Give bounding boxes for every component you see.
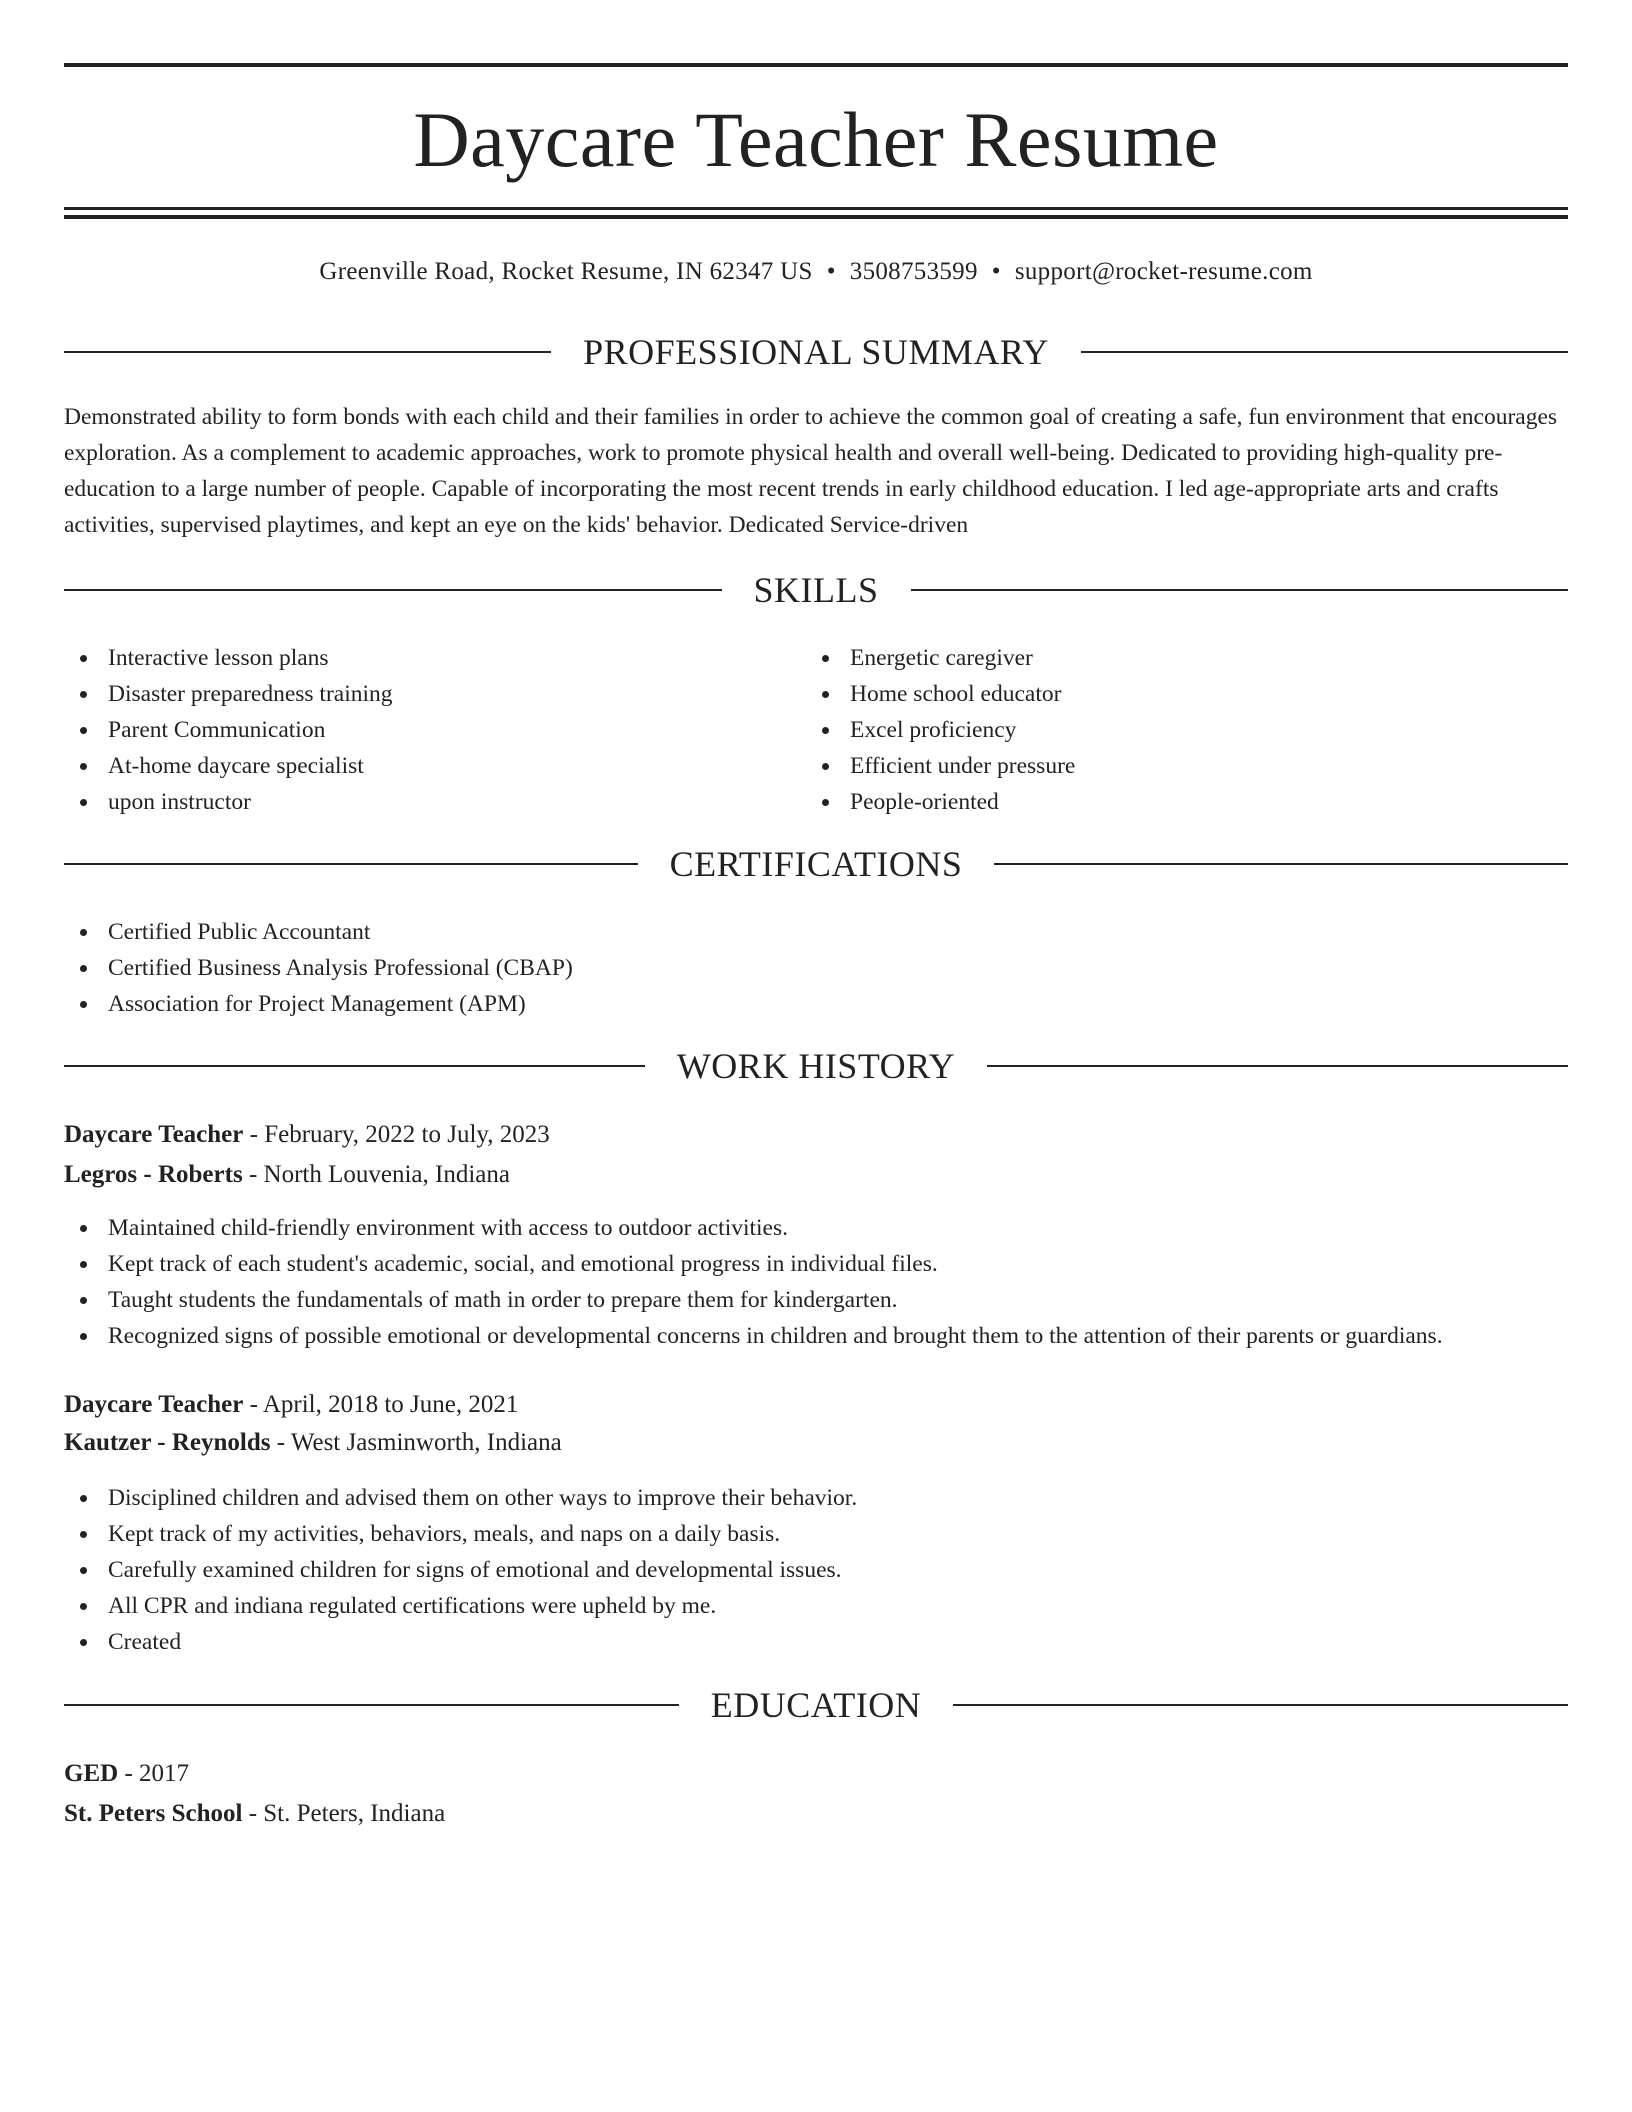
job-location: North Louvenia, Indiana [263,1161,510,1188]
job-bullet: Created [64,1624,857,1660]
skill-item: Interactive lesson plans [64,640,393,676]
job-company: Kautzer - Reynolds [64,1429,271,1456]
section-title: PROFESSIONAL SUMMARY [583,332,1049,372]
skill-item: Excel proficiency [806,712,1075,748]
job-bullet: Carefully examined children for signs of emotional and developmental issues. [64,1552,857,1588]
summary-text: Demonstrated ability to form bonds with each child and their families in order to achieve the common goal of creating a safe, fun environment that encourages exploration. As a complement to academic approaches, work to promote physical health and overall well-being. Dedicated to providing high-quality pre-education to a large number of people. Capable of incorporating the most recent trends in early childhood education. I led age-appropriate arts and crafts activities, supervised playtimes, and kept an eye on the kids' behavior. Dedicated Service-driven [64,404,1558,538]
top-rule [64,63,1568,67]
job-bullet: All CPR and indiana regulated certifications were upheld by me. [64,1588,857,1624]
skill-item: Efficient under pressure [806,748,1075,784]
contact-email: support@rocket-resume.com [1014,258,1313,285]
job-company-line [64,1425,562,1461]
job-bullet: Kept track of my activities, behaviors, meals, and naps on a daily basis. [64,1516,857,1552]
section-rule [911,589,1569,591]
education-degree-line [64,1756,189,1792]
skill-item: At-home daycare specialist [64,748,393,784]
skills-list-right [806,640,1075,820]
title-rule-lower [64,215,1568,219]
job-bullet: Taught students the fundamentals of math in order to prepare them for kindergarten. [64,1282,1443,1318]
education-school: St. Peters School [64,1800,243,1827]
dash: - [276,1429,286,1456]
job-role: Daycare Teacher [64,1121,244,1148]
skill-item: People-oriented [806,784,1075,820]
title-rule-upper [64,207,1568,210]
contact-separator: • [991,258,1001,285]
job-bullet: Kept track of each student's academic, social, and emotional progress in individual files. [64,1246,1443,1282]
dash: - [249,1121,258,1148]
resume-title: Daycare Teacher Resume [413,96,1219,183]
section-rule [953,1704,1568,1706]
contact-separator: • [826,258,836,285]
education-degree: GED [64,1760,119,1787]
skill-item: Parent Communication [64,712,393,748]
job-company: Legros - Roberts [64,1161,243,1188]
contact-address: Greenville Road, Rocket Resume, IN 62347 US [319,258,813,285]
job-role: Daycare Teacher [64,1391,244,1418]
section-rule [64,863,638,865]
certification-item: Certified Public Accountant [64,914,573,950]
dash: - [249,1391,258,1418]
job-bullet: Recognized signs of possible emotional or developmental concerns in children and brought them to the attention of their parents or guardians. [64,1318,1443,1354]
job-bullets [64,1210,1443,1354]
section-title: CERTIFICATIONS [669,844,963,884]
education-year: 2017 [139,1760,190,1787]
section-title: EDUCATION [710,1685,922,1725]
section-header-education [64,1683,1568,1727]
education-school-line [64,1796,445,1832]
job-bullets [64,1480,857,1660]
section-header-work-history [64,1044,1568,1088]
section-rule [987,1065,1568,1067]
job-location: West Jasminworth, Indiana [290,1429,562,1456]
section-rule [64,589,722,591]
section-rule [64,1065,645,1067]
section-rule [1081,351,1568,353]
job-title-line [64,1387,518,1423]
section-header-skills [64,568,1568,612]
section-header-summary [64,330,1568,374]
job-dates: February, 2022 to July, 2023 [264,1121,550,1148]
section-rule [64,1704,679,1706]
skill-item: Disaster preparedness training [64,676,393,712]
dash: - [248,1800,258,1827]
dash: - [124,1760,133,1787]
job-dates: April, 2018 to June, 2021 [262,1391,519,1418]
section-title: WORK HISTORY [676,1046,956,1086]
skills-list-left [64,640,393,820]
contact-line [64,255,1568,289]
section-rule [994,863,1568,865]
job-company-line [64,1157,510,1193]
section-title: SKILLS [753,570,879,610]
certifications-list [64,914,573,1022]
skill-item: Home school educator [806,676,1075,712]
section-header-certifications [64,842,1568,886]
job-title-line [64,1117,550,1153]
contact-phone: 3508753599 [849,258,978,285]
job-bullet: Maintained child-friendly environment with access to outdoor activities. [64,1210,1443,1246]
section-rule [64,351,551,353]
dash: - [248,1161,258,1188]
education-location: St. Peters, Indiana [263,1800,446,1827]
certification-item: Certified Business Analysis Professional (CBAP) [64,950,573,986]
job-bullet: Disciplined children and advised them on other ways to improve their behavior. [64,1480,857,1516]
skill-item: Energetic caregiver [806,640,1075,676]
certification-item: Association for Project Management (APM) [64,986,573,1022]
skill-item: upon instructor [64,784,393,820]
